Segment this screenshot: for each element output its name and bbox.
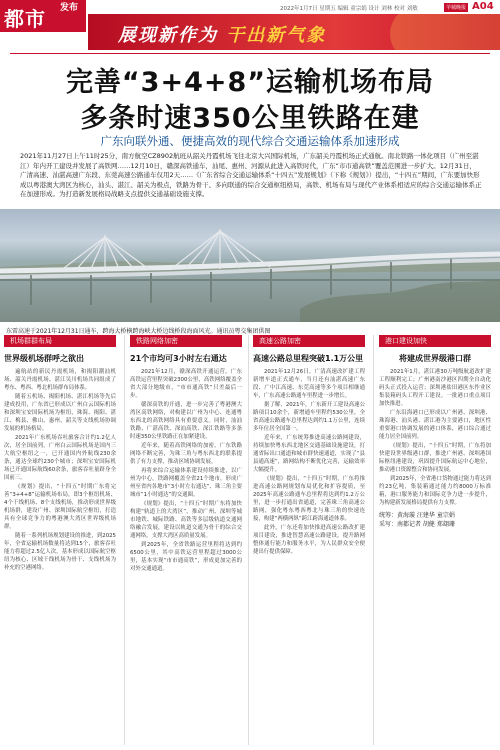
column-tag: 港口建设加快	[379, 335, 491, 347]
column-paragraph: 到2025年，全省铁路运营里程将达到约6500公里，其中高铁运营里程超过3000公里，基本实现“市市通高铁”，形成更加完善的对外交通通道。	[130, 542, 242, 572]
column-headline: 21个市均可3小时左右通达	[130, 354, 227, 363]
column-paragraph: 随着五机场、揭阳机场、湛江机场等先后建成投用，广东省已形成以广州白云国际机场和深圳宝安国际机场为枢纽，珠海、揭阳、湛江、梅县、佛山、惠州、韶关等支线机场协调发展的机场格局。	[4, 394, 116, 432]
article-credits: 统筹：黄海璇 汪建华 童宗娟 采写：南都记者 胡健 郑翃珊	[379, 512, 455, 528]
page-meta: 2022年1月7日 星期五 编辑 童宗娟 设计 刘林 校对 刘敏	[280, 6, 418, 12]
lead-paragraph: 2021年11月27日上午11时25分，南方航空CZ8902航班从韶关丹霞机场飞往北京大兴国际机场，广东韶关丹霞机场正式通航。南北铁路一体化项目（广州至湛江）年内开工建设并发展了高铁网……12月10日，赣深高铁通车，汕尾、惠州、河源从此进入高铁时代，广东“市市通高铁”覆盖范围进一步扩大。12月31日，广清高速、汕湛高速广东段、东莞高速公路通车仅用2天……《广东省综合交通运输体系“十四五”发展规划》（下称《规划》）提出，“十四五”期间，广东要加快形成以粤港澳大湾区为核心，汕头、湛江、韶关为极点，铁路为骨干、多向联通的综合交通枢纽格局，高铁、机场布局与现代产业体系相适应的综合交通运输体系正在加速形成。为打造新发展格局战略支点提供交通基础设施支撑。	[20, 152, 482, 198]
column-divider	[373, 335, 374, 745]
column-paragraph: 2021年广东机场吞吐旅客合计约1.2亿人次，居全国前列。广州白云国际机场是国内三大航空枢纽之一，已开通国内外航线230余条，通达全球约230个城市；深圳宝安国际机场已开通国际航线60余条，旅客吞吐量跻身全国前三。	[4, 435, 116, 481]
banner-slogan	[118, 21, 326, 47]
section-sub-name: 发布	[60, 3, 79, 13]
column-paragraph: 2021年12月26日，广清高速改扩建工程新增车道正式通车，当月还有汕湛高速广东段、广中江高速、东莞高速等多个项目相继通车，广东高速公路通车里程进一步增长。	[253, 369, 365, 399]
article-column-airports	[4, 335, 116, 748]
column-divider	[248, 335, 249, 745]
column-headline: 将建成世界级港口群	[399, 354, 471, 363]
bridge-photo	[0, 209, 500, 322]
bridge-illustration	[0, 209, 500, 322]
article-column-railways	[130, 335, 242, 748]
column-paragraph: 据了解，2021年，广东新开工建设高速公路项目10余个，新增通车里程约530公里，全省高速公路通车总里程达到约1.1万公里，连续多年位居全国第一。	[253, 402, 365, 432]
column-tag: 铁路网络加密	[130, 335, 242, 347]
column-tag: 机场群群布局	[4, 335, 116, 347]
column-tag: 高速公路加密	[253, 335, 365, 347]
banner-decoration	[390, 14, 500, 50]
column-paragraph: 此外，广东还将加快推进高速公路改扩建项目建设，推进智慧高速公路建设，提升路网整体通行能力和服务水平，为人民群众安全便捷出行提供保障。	[253, 525, 365, 555]
section-name: 都市	[4, 7, 46, 31]
column-paragraph: 2021年1月，湛江港30万吨级航道改扩建工程顺利完工；广州港南沙港区四期全自动化码头正式投入运营；深圳港盐田港区东作业区集装箱码头工程开工建设。一批港口重点项目加快推进。	[379, 369, 491, 407]
article-column-ports	[379, 335, 491, 748]
header-divider	[10, 53, 490, 54]
column-divider	[124, 335, 125, 745]
headline-line1: 完善“3+4+8”运输机场布局	[65, 67, 435, 98]
column-paragraph: 近年来，广东统筹推进高速公路网建设，持续加快粤东西北地区交通基础设施建设，打通省际出口通道和城市群快速通道，实现了“县县通高速”，路网结构不断优化完善，运输效率大幅提升。	[253, 435, 365, 473]
column-headline: 世界级机场群呼之欲出	[4, 354, 84, 363]
column-paragraph: 《规划》提出，“十四五”时期广东将完善“3+4+8”运输机场布局，即3个枢纽机场、4个干线机场、8个支线机场，推动形成世界级机场群，建设广州、深圳国际航空枢纽，打造具有全球竞争力的粤港澳大湾区世界级机场群。	[4, 484, 116, 530]
section-logo	[0, 0, 86, 32]
newspaper-badge: 羊城晚报	[446, 5, 467, 11]
column-paragraph: 《规划》提出，“十四五”时期，广东将加快建设世界级港口群，推进广州港、深圳港国际枢纽港建设，巩固提升国际航运中心地位，推动港口资源整合和协同发展。	[379, 443, 491, 473]
column-paragraph: 到2025年，全省港口货物通过能力将达到约23亿吨，集装箱通过能力约8000万标准箱，港口服务能力和国际竞争力进一步提升，为构建新发展格局提供有力支撑。	[379, 476, 491, 506]
column-paragraph: 赣深高铁的开通，进一步完善了粤港澳大湾区高铁网络，对构建以广州为中心、连通粤东西北的高铁网络具有重要意义。同时，汕汕铁路、广湛高铁、深汕高铁、深江铁路等多条时速350公里铁路正在加紧建设。	[130, 402, 242, 440]
article-column-highways	[253, 335, 365, 748]
headline-line2: 多条时速350公里铁路在建	[80, 103, 420, 134]
photo-caption: 东雷高速于2021年12月31日通车，跨海大桥横跨海峡大桥边线桥段海面风光。通讯员粤交集团供图	[6, 328, 271, 335]
column-paragraph: 《规划》提出，“十四五”时期广东将加快构建“轨道上的大湾区”，推动广州、深圳等城市地铁、城际铁路、高铁等多层级轨道交通网络融合发展，建设以轨道交通为骨干的综合交通网络，支撑大湾区高质量发展。	[130, 501, 242, 539]
column-paragraph: 2021年12月，赣深高铁开通运营，广东高铁运营里程突破2300公里，高铁网络覆盖全省大部分地级市，“市市通高铁”只差最后一步。	[130, 369, 242, 399]
banner-slogan-part1: 展现新作为	[118, 25, 218, 46]
theme-banner	[88, 14, 500, 50]
column-paragraph: 随着一系列机场规划建设的推进，到2025年，全省运输机场数量将达到15个，旅客吞吐能力将超过2.5亿人次，基本形成以国际航空枢纽为核心、区域干线机场为骨干、支线机场为补充的空港网络。	[4, 533, 116, 571]
column-headline: 高速公路总里程突破1.1万公里	[253, 354, 364, 363]
column-paragraph: 遍航站的新民丹霞机场，和揭阳潮汕机场、韶关丹霞机场、湛江吴川机场共同组成了粤东、粤西、粤北机场群布局体系。	[4, 369, 116, 391]
page-number: A04	[472, 1, 494, 12]
column-paragraph: 《规划》提出，“十四五”时期，广东将推进高速公路网规划布局优化和扩容提质，至2025年高速公路通车总里程将达到约1.2万公里，进一步打通出省通道，完善珠三角高速公路网，强化粤东粤西粤北与珠三角的快速连接，构建“两横两纵”跨江跨海通道体系。	[253, 476, 365, 522]
column-paragraph: 再将来综合运输体系建设持续推进，以广州为中心，铁路网覆盖全省21个地市，形成广州至省内各地市“3小时左右通达”、珠三角主要城市“1小时通达”的交通圈。	[130, 468, 242, 498]
column-paragraph: 近年来，随着高铁网络的加密，广东铁路网络不断完善，为珠三角与粤东西北的联系提供了有力支撑，推动区域协调发展。	[130, 443, 242, 465]
headline-subtitle: 广东向联外通、便捷高效的现代综合交通运输体系加速形成	[100, 134, 400, 148]
banner-slogan-part2: 干出新气象	[226, 25, 327, 46]
column-paragraph: 广东沿海港口已形成以广州港、深圳港、珠海港、汕头港、湛江港为主要港口，地区性重要港口协调发展的港口体系，港口综合通过能力居全国前列。	[379, 410, 491, 440]
